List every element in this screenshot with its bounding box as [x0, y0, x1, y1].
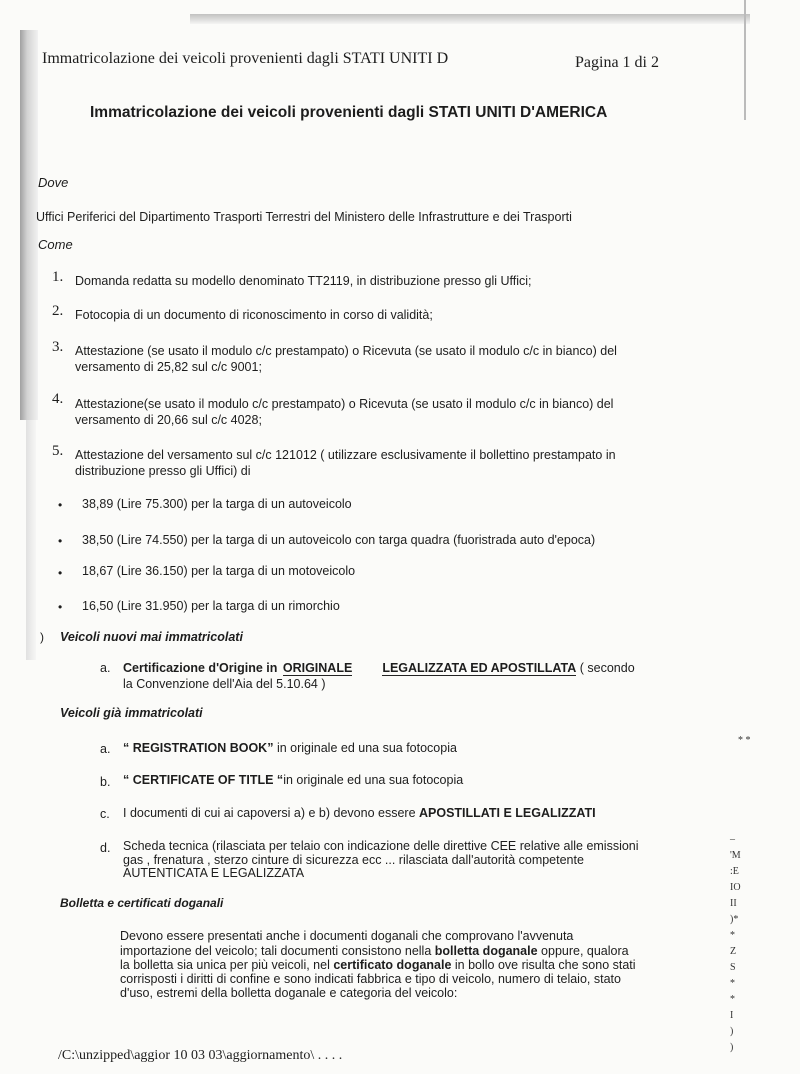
bullet-item: 38,89 (Lire 75.300) per la targa di un autoveicolo: [82, 497, 352, 511]
list-item-text: versamento di 20,66 sul c/c 4028;: [75, 413, 262, 427]
margin-glyph: ): [730, 1042, 734, 1053]
gia-item-a: [123, 740, 457, 756]
bolletta-line: d'uso, estremi della bolletta doganale e categoria del veicolo:: [120, 986, 458, 1000]
margin-glyph-column: [730, 832, 741, 1056]
dove-heading: Dove: [38, 175, 69, 190]
bullet-item: 16,50 (Lire 31.950) per la targa di un rimorchio: [82, 599, 340, 613]
list-item-text: versamento di 25,82 sul c/c 9001;: [75, 360, 262, 374]
bolletta-line-part: in bollo ove risulta che sono stati: [451, 958, 636, 972]
item-letter: b.: [100, 775, 111, 789]
bolletta-line-part: importazione del veicolo; tali documenti consistono nella: [120, 944, 435, 958]
margin-glyph: II: [730, 898, 737, 909]
margin-stars: * *: [738, 735, 751, 746]
certificate-title-label: “ CERTIFICATE OF TITLE “: [123, 773, 284, 787]
list-item-number: 2.: [52, 303, 64, 319]
nuovi-item-line2: la Convenzione dell'Aia del 5.10.64 ): [123, 677, 326, 691]
margin-glyph: IO: [730, 882, 741, 893]
bullet-dot: •: [58, 566, 63, 580]
item-letter: d.: [100, 841, 111, 855]
margin-glyph: I: [730, 1010, 734, 1021]
apostillati-label: APOSTILLATI E LEGALIZZATI: [419, 806, 596, 820]
margin-glyph: *: [730, 930, 735, 941]
gia-item-d-line: Scheda tecnica (rilasciata per telaio con indicazione delle direttive CEE relative alle emissioni: [123, 839, 639, 853]
nuovi-item-tail: ( secondo: [576, 661, 635, 675]
list-item-text: Fotocopia di un documento di riconoscimento in corso di validità;: [75, 308, 433, 322]
legalizzata-label: LEGALIZZATA ED APOSTILLATA: [382, 661, 577, 675]
bolletta-line: Devono essere presentati anche i documenti doganali che comprovano l'avvenuta: [120, 929, 574, 943]
list-item-text: Attestazione (se usato il modulo c/c prestampato) o Ricevuta (se usato il modulo c/c in bianco) del: [75, 344, 617, 358]
dove-text: Uffici Periferici del Dipartimento Trasporti Terrestri del Ministero delle Infrastrutture e dei Trasporti: [36, 210, 572, 224]
nuovi-item-line1: [123, 660, 635, 676]
list-item-text: Attestazione del versamento sul c/c 121012 ( utilizzare esclusivamente il bollettino prestampato in: [75, 448, 616, 462]
list-item-number: 5.: [52, 443, 64, 459]
bullet-item: 18,67 (Lire 36.150) per la targa di un motoveicolo: [82, 564, 356, 578]
scan-shadow-left: [20, 30, 38, 420]
bolletta-line-part: la bolletta sia unica per più veicoli, nel: [120, 958, 334, 972]
bolletta-doganale-label: bolletta doganale: [434, 944, 538, 958]
scan-shadow-left-lower: [26, 420, 36, 660]
item-letter: a.: [100, 742, 111, 756]
gia-item-a-rest: in originale ed una sua fotocopia: [273, 741, 457, 755]
list-item-text: Domanda redatta su modello denominato TT2119, in distribuzione presso gli Uffici;: [75, 274, 532, 288]
scan-edge-right: [744, 0, 746, 120]
file-path-footer: /C:\unzipped\aggior 10 03 03\aggiornamento\ . . . .: [58, 1048, 343, 1063]
bullet-item: 38,50 (Lire 74.550) per la targa di un autoveicolo con targa quadra (fuoristrada auto d'epoca): [82, 533, 596, 547]
margin-glyph: *: [730, 994, 735, 1005]
gia-item-b-rest: in originale ed una sua fotocopia: [283, 773, 464, 787]
scan-shadow-top: [190, 14, 750, 24]
bullet-dot: •: [58, 534, 63, 548]
bolletta-heading: Bolletta e certificati doganali: [60, 896, 224, 910]
margin-glyph: S: [730, 962, 736, 973]
gia-item-c: [123, 805, 596, 821]
item-letter: c.: [100, 807, 110, 821]
item-letter: a.: [100, 661, 111, 675]
margin-glyph: –: [730, 834, 735, 845]
certificato-doganale-label: certificato doganale: [333, 958, 452, 972]
section-prefix: ): [40, 630, 44, 644]
margin-glyph: Z: [730, 946, 737, 957]
gia-item-d-line: AUTENTICATA E LEGALIZZATA: [123, 866, 305, 880]
bolletta-line-part: oppure, qualora: [537, 944, 629, 958]
margin-glyph: :E: [730, 866, 739, 877]
gia-item-b: [123, 772, 463, 788]
document-title: Immatricolazione dei veicoli provenienti dagli STATI UNITI D'AMERICA: [90, 104, 608, 121]
list-item-number: 4.: [52, 391, 64, 407]
list-item-text: distribuzione presso gli Uffici) di: [75, 464, 251, 478]
bullet-dot: •: [58, 600, 63, 614]
page-header-title: Immatricolazione dei veicoli provenienti dagli STATI UNITI D: [42, 50, 449, 67]
originale-label: ORIGINALE: [282, 661, 353, 675]
come-heading: Come: [38, 237, 73, 252]
nuovi-heading: Veicoli nuovi mai immatricolati: [60, 630, 243, 644]
margin-glyph: *: [730, 978, 735, 989]
gia-item-c-pre: I documenti di cui ai capoversi a) e b) devono essere: [123, 806, 419, 820]
margin-glyph: ): [730, 1026, 734, 1037]
bullet-dot: •: [58, 498, 63, 512]
list-item-number: 3.: [52, 339, 64, 355]
page-number: Pagina 1 di 2: [575, 54, 659, 71]
gia-heading: Veicoli già immatricolati: [60, 706, 203, 720]
registration-book-label: “ REGISTRATION BOOK”: [123, 741, 274, 755]
margin-glyph: 'M: [730, 850, 741, 861]
nuovi-item-bold: Certificazione d'Origine in: [123, 661, 281, 675]
gia-item-d-line: gas , frenatura , sterzo cinture di sicurezza ecc ... rilasciata dall'autorità competente: [123, 853, 584, 867]
bolletta-line: corrisposti i diritti di confine e sono indicati fabbrica e tipo di veicolo, numero di telaio, stato: [120, 972, 621, 986]
list-item-number: 1.: [52, 269, 64, 285]
list-item-text: Attestazione(se usato il modulo c/c prestampato) o Ricevuta (se usato il modulo c/c in bianco) del: [75, 397, 614, 411]
margin-glyph: )*: [730, 914, 739, 925]
